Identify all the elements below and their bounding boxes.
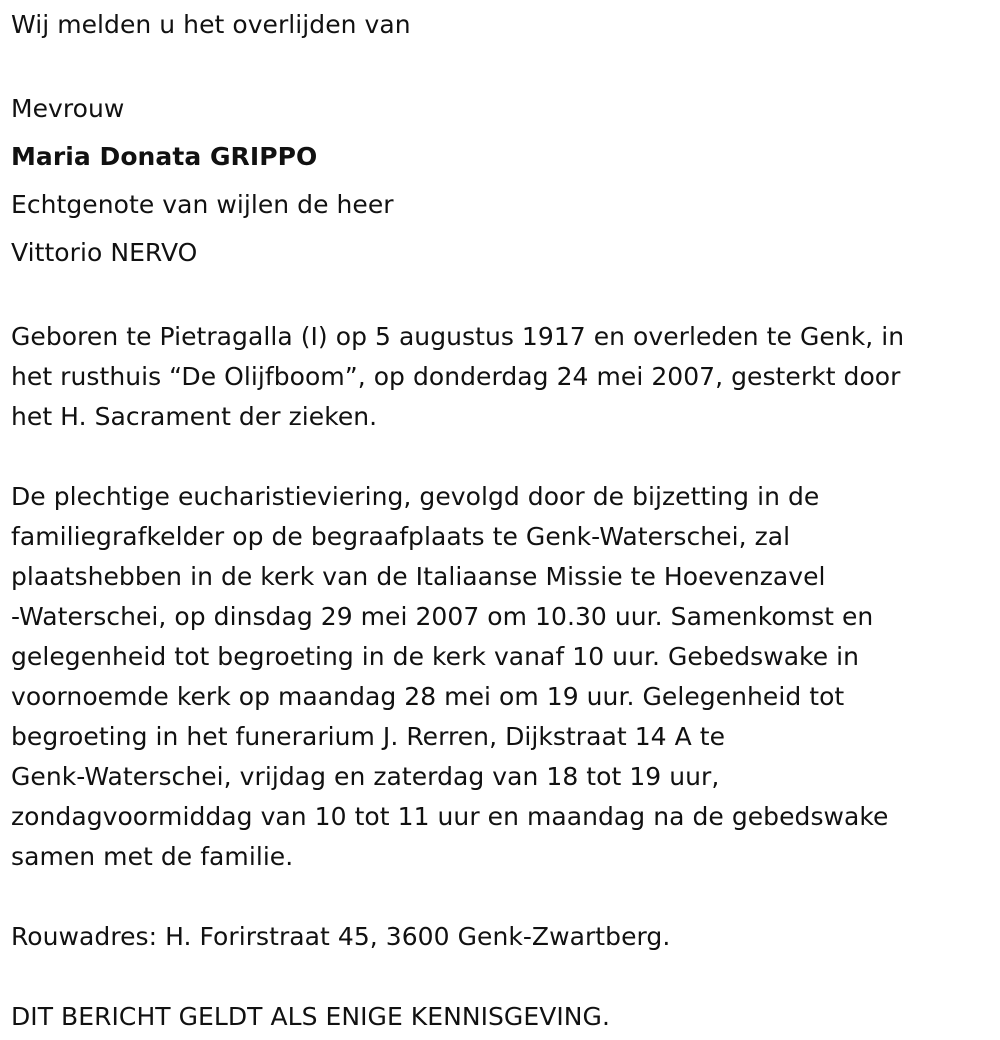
mourning-address: Rouwadres: H. Forirstraat 45, 3600 Genk-Zwartberg. xyxy=(11,922,671,951)
salutation: Mevrouw xyxy=(11,94,125,123)
intro-text: Wij melden u het overlijden van xyxy=(11,10,411,39)
paragraph-line: De plechtige eucharistieviering, gevolgd door de bijzetting in de xyxy=(11,482,820,511)
paragraph-line: zondagvoormiddag van 10 tot 11 uur en maandag na de gebedswake xyxy=(11,802,889,831)
relation-line-2: Vittorio NERVO xyxy=(11,238,198,267)
spacer xyxy=(11,437,986,477)
notice-text: DIT BERICHT GELDT ALS ENIGE KENNISGEVING. xyxy=(11,1002,610,1031)
paragraph-line: samen met de familie. xyxy=(11,842,294,871)
paragraph-line: Genk-Waterschei, vrijdag en zaterdag van 18 tot 19 uur, xyxy=(11,762,720,791)
paragraph-line: het rusthuis “De Olijfboom”, op donderdag 24 mei 2007, gesterkt door xyxy=(11,362,901,391)
paragraph-line: plaatshebben in de kerk van de Italiaanse Missie te Hoevenzavel xyxy=(11,562,826,591)
deceased-name: Maria Donata GRIPPO xyxy=(11,142,318,171)
ceremony-paragraph xyxy=(11,477,986,877)
paragraph-line: -Waterschei, op dinsdag 29 mei 2007 om 10.30 uur. Samenkomst en xyxy=(11,602,874,631)
paragraph-line: voornoemde kerk op maandag 28 mei om 19 uur. Gelegenheid tot xyxy=(11,682,845,711)
paragraph-line: gelegenheid tot begroeting in de kerk vanaf 10 uur. Gebedswake in xyxy=(11,642,860,671)
paragraph-line: begroeting in het funerarium J. Rerren, Dijkstraat 14 A te xyxy=(11,722,726,751)
relation-line-1: Echtgenote van wijlen de heer xyxy=(11,190,394,219)
obituary-document xyxy=(11,5,986,1037)
spacer xyxy=(11,277,986,317)
spacer xyxy=(11,45,986,85)
paragraph-line: Geboren te Pietragalla (I) op 5 augustus 1917 en overleden te Genk, in xyxy=(11,322,905,351)
spacer xyxy=(11,877,986,917)
birth-paragraph xyxy=(11,317,986,437)
paragraph-line: familiegrafkelder op de begraafplaats te Genk-Waterschei, zal xyxy=(11,522,791,551)
paragraph-line: het H. Sacrament der zieken. xyxy=(11,402,378,431)
spacer xyxy=(11,957,986,997)
